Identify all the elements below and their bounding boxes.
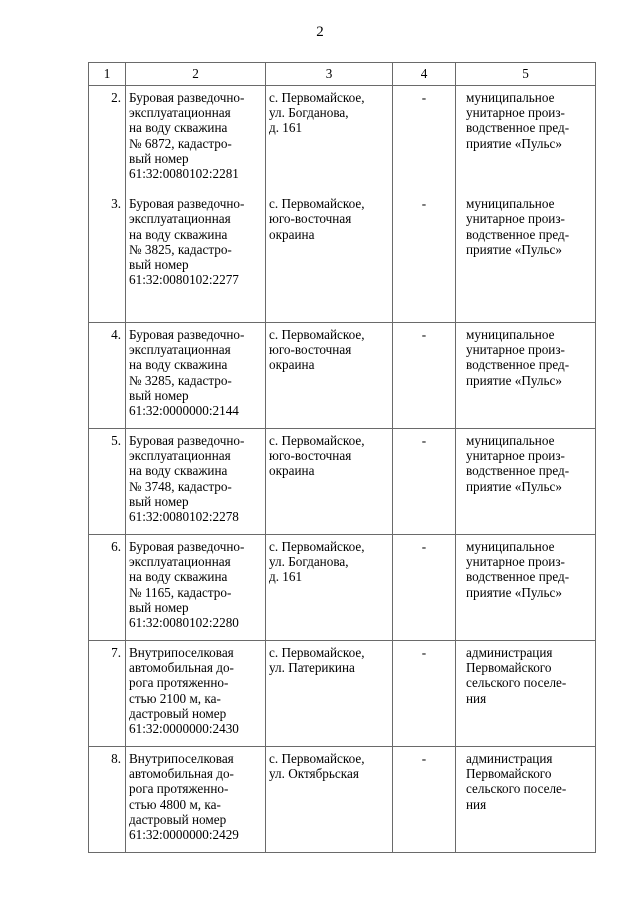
cell-col4-value xyxy=(393,747,456,853)
owner-name-line: муниципальное xyxy=(466,433,555,448)
col4-value: - xyxy=(421,90,427,105)
cell-row-number xyxy=(89,86,126,323)
object-description-line: эксплуатационная xyxy=(129,342,231,358)
row-number: 6. xyxy=(111,539,121,554)
object-description-line: дастровый номер xyxy=(129,811,227,827)
cell-object-address xyxy=(266,429,393,535)
cell-owner-name xyxy=(456,429,596,535)
cell-object-address xyxy=(266,641,393,747)
owner-name-line: приятие «Пульс» xyxy=(466,584,562,600)
entry-block xyxy=(393,196,455,211)
object-description-line: № 3748, кадастро- xyxy=(129,478,232,494)
entry-block xyxy=(466,751,593,812)
object-address-line: с. Первомайское, xyxy=(269,433,365,448)
table-row xyxy=(89,429,596,535)
entry-block xyxy=(466,433,593,494)
cell-object-description xyxy=(126,429,266,535)
table-row xyxy=(89,323,596,429)
object-description-line: № 1165, кадастро- xyxy=(129,584,232,600)
object-description-line: 61:32:0000000:2429 xyxy=(129,827,239,843)
entry-block xyxy=(89,751,121,766)
cell-object-address xyxy=(266,535,393,641)
object-description-line: на воду скважина xyxy=(129,463,228,479)
entry-block xyxy=(393,90,455,181)
cell-col4-value xyxy=(393,86,456,323)
owner-name-line: водственное пред- xyxy=(466,120,570,136)
owner-name-line: приятие «Пульс» xyxy=(466,478,562,494)
object-address-line: с. Первомайское, xyxy=(269,645,365,660)
object-description-line: вый номер xyxy=(129,257,189,272)
row-number: 8. xyxy=(111,751,121,766)
entry-block xyxy=(269,539,390,585)
object-address-line: юго-восточная xyxy=(269,342,352,358)
object-description-line: автомобильная до- xyxy=(129,660,234,676)
owner-name-line: унитарное произ- xyxy=(466,448,565,464)
header-col-1: 1 xyxy=(89,63,126,86)
entry-block xyxy=(466,539,593,600)
object-description-line: вый номер xyxy=(129,150,189,166)
cell-row-number xyxy=(89,323,126,429)
object-description-line: 61:32:0080102:2277 xyxy=(129,272,239,288)
object-description-line: Внутрипоселковая xyxy=(129,645,234,660)
object-address-line: окраина xyxy=(269,463,315,479)
object-address-line: окраина xyxy=(269,357,315,373)
cell-object-address xyxy=(266,86,393,323)
object-description-line: стью 2100 м, ка- xyxy=(129,690,221,706)
cell-row-number xyxy=(89,747,126,853)
entry-block xyxy=(466,196,593,257)
col4-value: - xyxy=(421,645,427,660)
object-description-line: № 3825, кадастро- xyxy=(129,241,232,257)
object-address-line: ул. Богданова, xyxy=(269,105,349,121)
row-number: 3. xyxy=(111,196,121,212)
owner-name-line: приятие «Пульс» xyxy=(466,372,562,388)
owner-name-line: унитарное произ- xyxy=(466,554,565,570)
owner-name-line: муниципальное xyxy=(466,327,555,342)
entry-block xyxy=(393,645,455,660)
table-row xyxy=(89,747,596,853)
owner-name-line: унитарное произ- xyxy=(466,342,565,358)
object-description-line: 61:32:0000000:2144 xyxy=(129,403,239,419)
owner-name-line: Первомайского xyxy=(466,660,552,676)
owner-name-line: муниципальное xyxy=(466,90,555,105)
object-address-line: ул. Богданова, xyxy=(269,554,349,570)
cell-col4-value xyxy=(393,429,456,535)
cell-object-description xyxy=(126,747,266,853)
table-row xyxy=(89,535,596,641)
owner-name-line: Первомайского xyxy=(466,766,552,782)
object-description-line: Буровая разведочно- xyxy=(129,327,245,342)
object-description-line: Буровая разведочно- xyxy=(129,539,245,554)
entry-block xyxy=(269,433,390,479)
cell-col4-value xyxy=(393,641,456,747)
object-description-line: вый номер xyxy=(129,599,189,615)
object-address-line: с. Первомайское, xyxy=(269,196,365,212)
entry-block xyxy=(89,90,121,181)
entry-block xyxy=(129,751,263,842)
owner-name-line: водственное пред- xyxy=(466,357,570,373)
cell-row-number xyxy=(89,535,126,641)
owner-name-line: муниципальное xyxy=(466,539,555,554)
object-description-line: стью 4800 м, ка- xyxy=(129,796,221,812)
row-number: 2. xyxy=(111,90,121,105)
owner-name-line: сельского поселе- xyxy=(466,781,567,797)
entry-block xyxy=(129,90,263,181)
cell-row-number xyxy=(89,429,126,535)
owner-name-line: муниципальное xyxy=(466,196,555,212)
owner-name-line: ния xyxy=(466,796,487,812)
table-header-row xyxy=(89,63,596,86)
object-address-line: д. 161 xyxy=(269,569,303,585)
row-number: 4. xyxy=(111,327,121,342)
object-description-line: № 6872, кадастро- xyxy=(129,135,232,151)
object-address-line: с. Первомайское, xyxy=(269,751,365,766)
registry-table xyxy=(88,62,596,853)
owner-name-line: сельского поселе- xyxy=(466,675,567,691)
object-description-line: Внутрипоселковая xyxy=(129,751,234,766)
owner-name-line: ния xyxy=(466,690,487,706)
object-description-line: 61:32:0080102:2281 xyxy=(129,166,239,182)
object-description-line: на воду скважина xyxy=(129,357,228,373)
owner-name-line: приятие «Пульс» xyxy=(466,241,562,257)
object-description-line: Буровая разведочно- xyxy=(129,196,245,212)
object-description-line: 61:32:0000000:2430 xyxy=(129,721,239,737)
entry-block xyxy=(129,327,263,418)
cell-object-address xyxy=(266,323,393,429)
entry-block xyxy=(89,433,121,448)
entry-block xyxy=(89,645,121,660)
object-address-line: с. Первомайское, xyxy=(269,539,365,554)
entry-block xyxy=(393,539,455,554)
owner-name-line: унитарное произ- xyxy=(466,211,565,227)
cell-owner-name xyxy=(456,323,596,429)
entry-block xyxy=(129,433,263,524)
owner-name-line: унитарное произ- xyxy=(466,105,565,121)
entry-block xyxy=(269,90,390,181)
object-address-line: окраина xyxy=(269,226,315,242)
cell-object-description xyxy=(126,535,266,641)
object-description-line: вый номер xyxy=(129,493,189,509)
object-description-line: на воду скважина xyxy=(129,569,228,585)
cell-object-address xyxy=(266,747,393,853)
header-col-3: 3 xyxy=(266,63,393,86)
col4-value: - xyxy=(421,751,427,766)
object-description-line: Буровая разведочно- xyxy=(129,90,245,105)
object-address-line: юго-восточная xyxy=(269,211,352,227)
entry-block xyxy=(393,327,455,342)
entry-block xyxy=(269,196,390,242)
object-description-line: № 3285, кадастро- xyxy=(129,372,232,388)
entry-block xyxy=(129,196,263,287)
object-description-line: на воду скважина xyxy=(129,226,228,242)
object-description-line: эксплуатационная xyxy=(129,105,231,121)
entry-block xyxy=(269,645,390,675)
col4-value: - xyxy=(421,327,427,342)
object-description-line: эксплуатационная xyxy=(129,554,231,570)
cell-object-description xyxy=(126,86,266,323)
owner-name-line: водственное пред- xyxy=(466,463,570,479)
cell-owner-name xyxy=(456,747,596,853)
table-row xyxy=(89,86,596,323)
cell-owner-name xyxy=(456,641,596,747)
col4-value: - xyxy=(421,196,427,212)
entry-block xyxy=(269,751,390,781)
owner-name-line: администрация xyxy=(466,645,553,660)
object-description-line: рога протяженно- xyxy=(129,781,229,797)
entry-block xyxy=(89,196,121,211)
object-description-line: 61:32:0080102:2280 xyxy=(129,615,239,631)
entry-block xyxy=(129,539,263,630)
object-description-line: 61:32:0080102:2278 xyxy=(129,509,239,525)
object-description-line: автомобильная до- xyxy=(129,766,234,782)
object-address-line: юго-восточная xyxy=(269,448,352,464)
cell-object-description xyxy=(126,323,266,429)
header-col-2: 2 xyxy=(126,63,266,86)
cell-col4-value xyxy=(393,535,456,641)
object-description-line: на воду скважина xyxy=(129,120,228,136)
entry-block xyxy=(466,90,593,181)
cell-owner-name xyxy=(456,86,596,323)
object-description-line: рога протяженно- xyxy=(129,675,229,691)
owner-name-line: приятие «Пульс» xyxy=(466,135,562,151)
entry-block xyxy=(393,751,455,766)
header-col-5: 5 xyxy=(456,63,596,86)
cell-col4-value xyxy=(393,323,456,429)
owner-name-line: водственное пред- xyxy=(466,569,570,585)
object-address-line: ул. Патерикина xyxy=(269,660,355,676)
object-address-line: ул. Октябрьская xyxy=(269,766,359,782)
entry-block xyxy=(269,327,390,373)
entry-block xyxy=(466,645,593,706)
entry-block xyxy=(89,539,121,554)
page-number: 2 xyxy=(316,24,324,40)
entry-block xyxy=(466,327,593,388)
object-address-line: с. Первомайское, xyxy=(269,327,365,342)
object-description-line: Буровая разведочно- xyxy=(129,433,245,448)
owner-name-line: администрация xyxy=(466,751,553,766)
owner-name-line: водственное пред- xyxy=(466,226,570,242)
table-row xyxy=(89,641,596,747)
object-address-line: с. Первомайское, xyxy=(269,90,365,105)
header-col-4: 4 xyxy=(393,63,456,86)
object-address-line: д. 161 xyxy=(269,120,303,136)
object-description-line: эксплуатационная xyxy=(129,448,231,464)
row-number: 5. xyxy=(111,433,121,448)
entry-block xyxy=(89,327,121,342)
entry-block xyxy=(393,433,455,448)
row-number: 7. xyxy=(111,645,121,660)
col4-value: - xyxy=(421,433,427,448)
object-description-line: дастровый номер xyxy=(129,705,227,721)
cell-row-number xyxy=(89,641,126,747)
entry-block xyxy=(129,645,263,736)
col4-value: - xyxy=(421,539,427,554)
cell-owner-name xyxy=(456,535,596,641)
object-description-line: эксплуатационная xyxy=(129,211,231,227)
cell-object-description xyxy=(126,641,266,747)
object-description-line: вый номер xyxy=(129,387,189,403)
